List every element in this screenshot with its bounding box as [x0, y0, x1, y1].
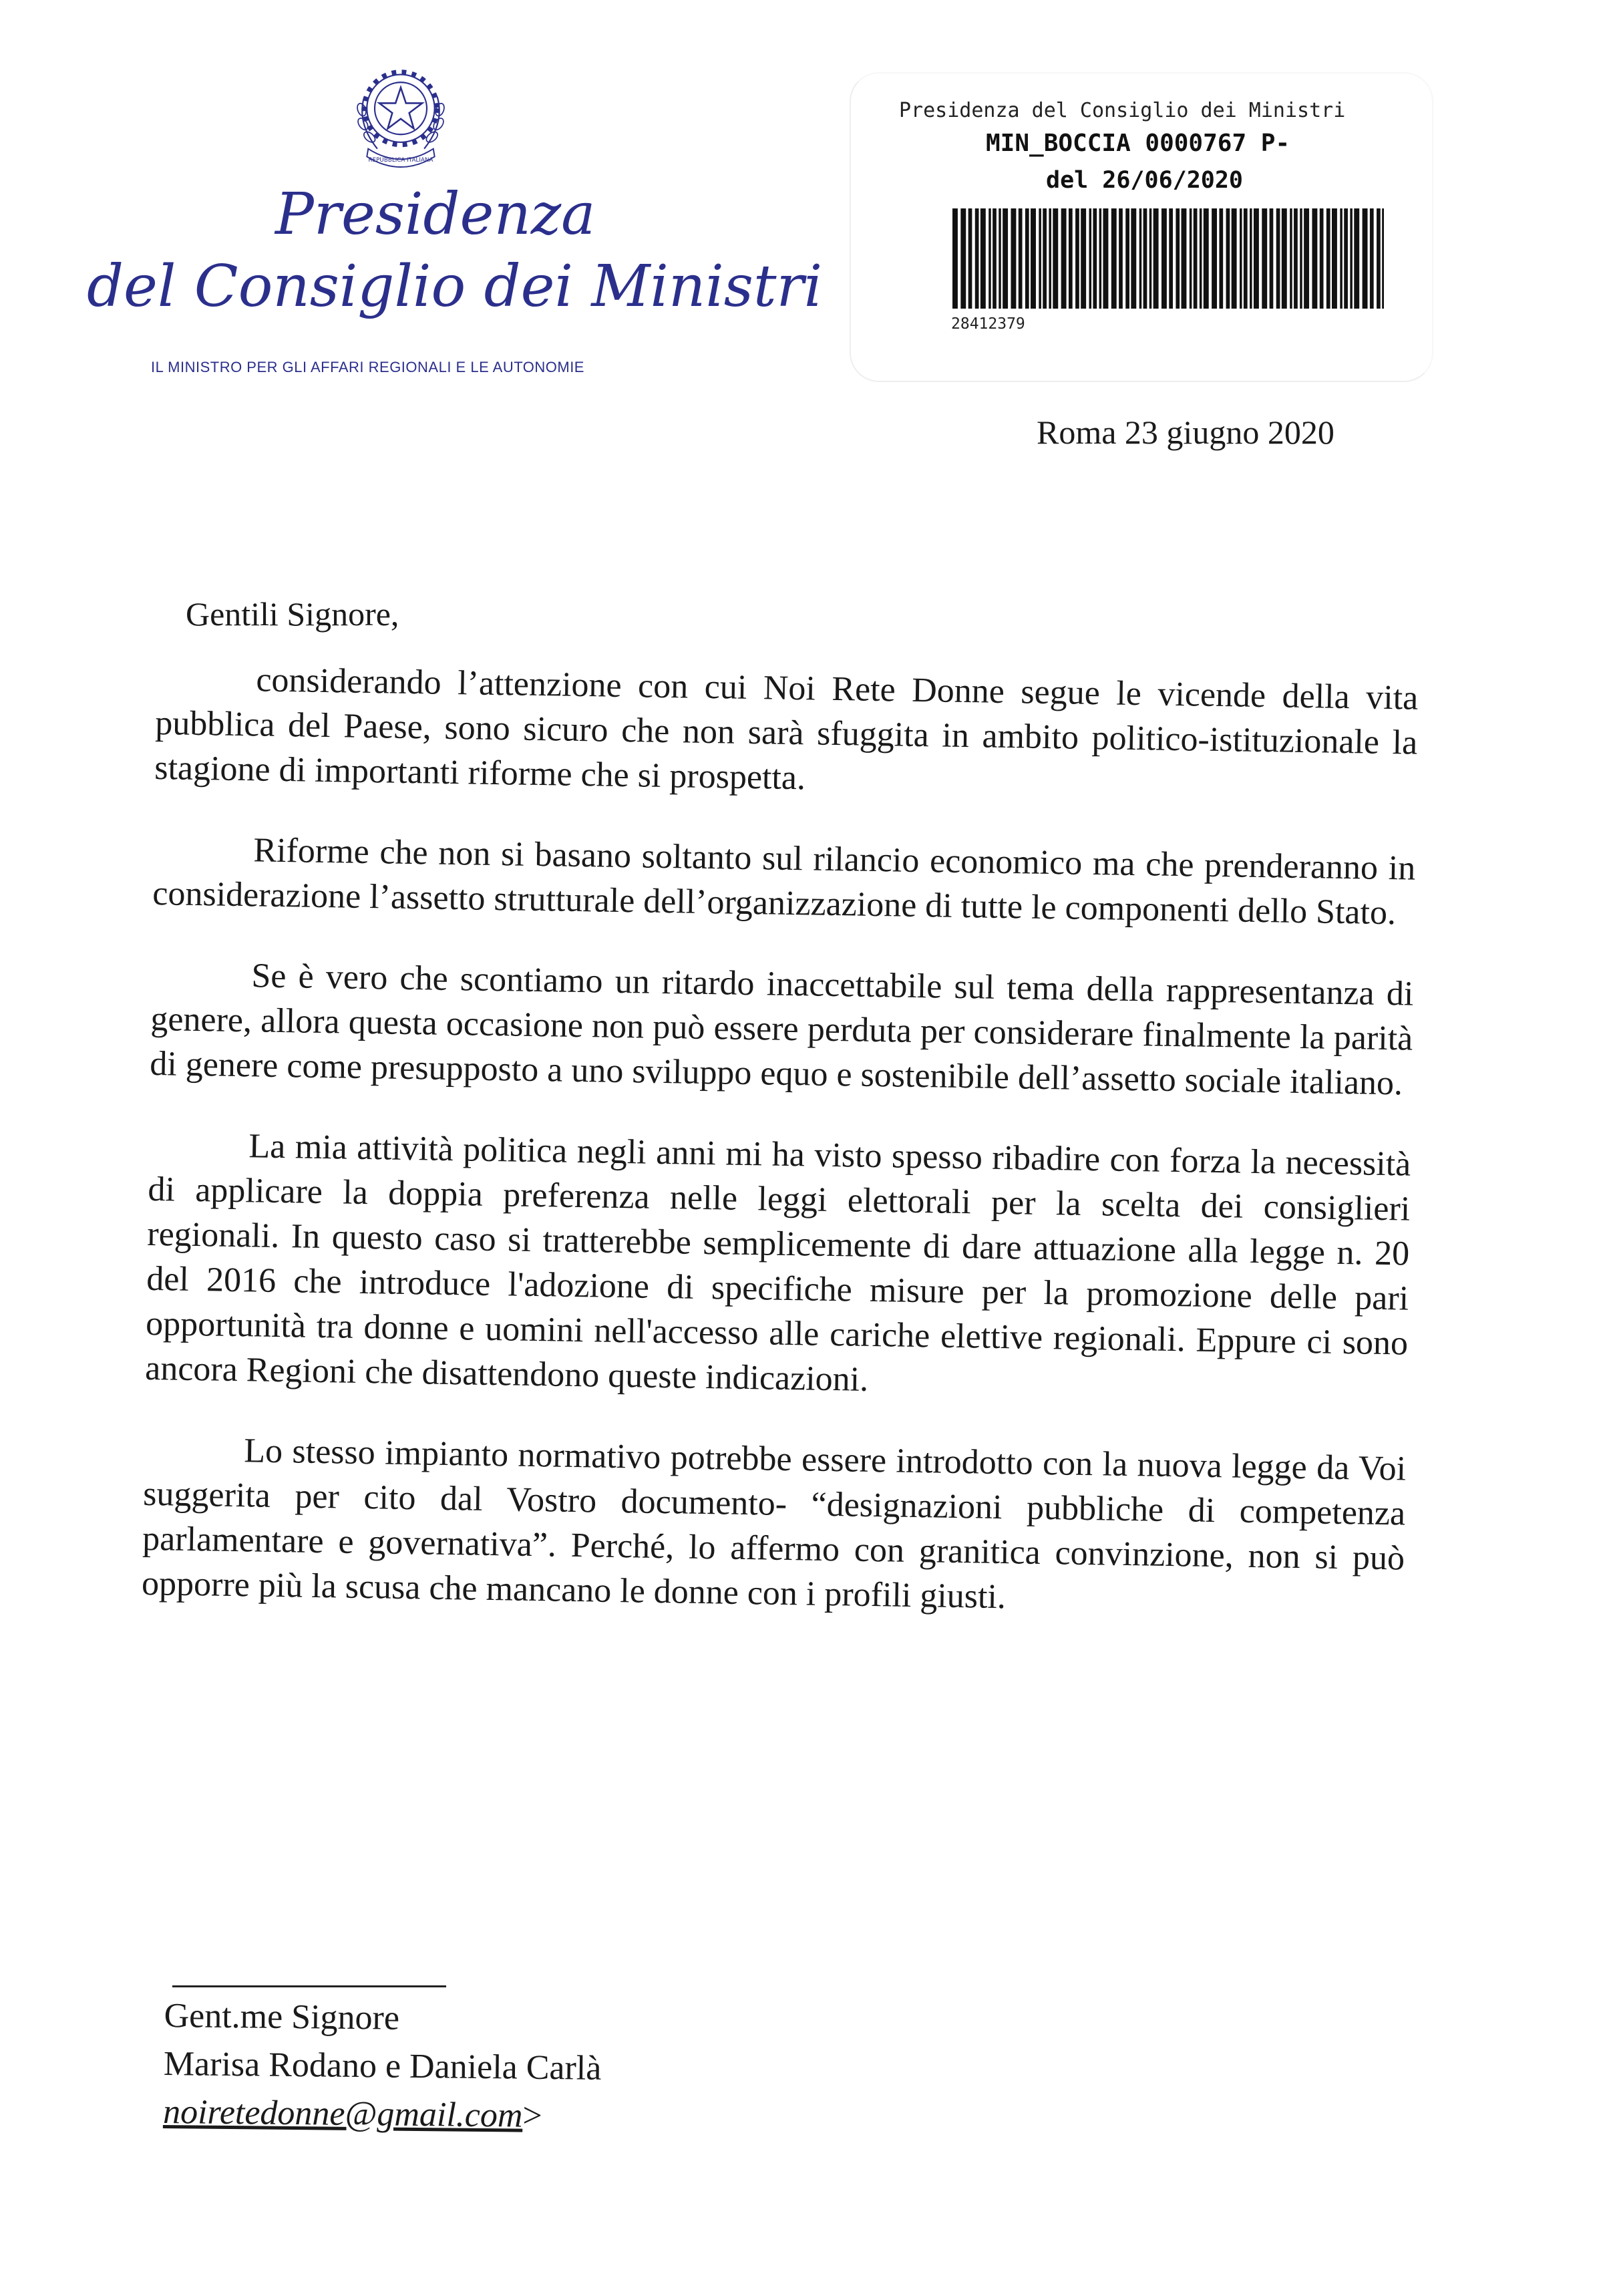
barcode-bar: [975, 208, 979, 309]
emblem-ribbon-text: REPUBBLICA ITALIANA: [368, 157, 433, 164]
letterhead-subtitle: IL MINISTRO PER GLI AFFARI REGIONALI E LE AUTONOMIE: [151, 359, 584, 375]
barcode-bar: [1344, 208, 1348, 309]
barcode-bar: [1053, 208, 1058, 309]
barcode-bar: [1326, 208, 1330, 309]
barcode-bar: [999, 208, 1001, 309]
barcode-bar: [1119, 208, 1123, 309]
barcode-bar: [1312, 208, 1317, 309]
barcode-bar: [1290, 208, 1292, 309]
barcode-number: 28412379: [951, 315, 1025, 333]
italian-republic-emblem-icon: [349, 57, 453, 172]
barcode: [951, 208, 1384, 309]
barcode-bar: [1011, 208, 1016, 309]
barcode-bar: [952, 208, 958, 309]
addressee-line1: Gent.me Signore: [164, 1996, 400, 2037]
barcode-bar: [1019, 208, 1023, 309]
barcode-bar: [1254, 208, 1259, 309]
barcode-bar: [1039, 208, 1041, 309]
barcode-bar: [1270, 208, 1274, 309]
barcode-bar: [1204, 208, 1209, 309]
addressee-email-line: [163, 2088, 765, 2142]
barcode-bar: [1025, 208, 1029, 309]
barcode-bar: [1169, 208, 1173, 309]
barcode-bar: [980, 208, 986, 309]
letterhead-title-line1: Presidenza: [275, 181, 596, 248]
barcode-bar: [1350, 208, 1353, 309]
body-paragraph-2: Riforme che non si basano soltanto sul rilancio economico ma che prenderanno in considerazione l’assetto strutturale dell’organizzazione di tutte le componenti dello Stato.: [152, 831, 1416, 933]
barcode-bar: [1149, 208, 1152, 309]
barcode-bar: [1089, 208, 1092, 309]
barcode-bar: [1003, 208, 1008, 309]
place-and-date: Roma 23 giugno 2020: [1037, 414, 1334, 451]
barcode-bar: [1244, 208, 1248, 309]
body-paragraph-3: Se è vero che scontiamo un ritardo inaccettabile sul tema della rappresentanza di genere, allora questa occasione non può essere perduta per considerare finalmente la parità di genere come presupposto a uno sviluppo equo e sostenibile dell’assetto sociale italiano.: [149, 957, 1414, 1103]
barcode-bar: [1294, 208, 1298, 309]
stamp-date: del 26/06/2020: [1046, 167, 1244, 194]
barcode-bar: [1190, 208, 1192, 309]
barcode-bar: [1370, 208, 1374, 309]
barcode-bar: [1377, 208, 1381, 309]
barcode-bar: [1103, 208, 1108, 309]
barcode-bar: [1212, 208, 1217, 309]
barcode-bar: [993, 208, 997, 309]
barcode-bar: [1354, 208, 1359, 309]
barcode-bar: [1320, 208, 1324, 309]
barcode-bar: [1143, 208, 1147, 309]
barcode-bar: [1131, 208, 1136, 309]
letterhead-title-line2: del Consiglio dei Ministri: [87, 253, 823, 320]
addressee-block: [163, 1992, 765, 2142]
barcode-bar: [1139, 208, 1142, 309]
body-paragraph-4: La mia attività politica negli anni mi ha visto spesso ribadire con forza la necessità di applicare la doppia preferenza nelle leggi elettorali per la scelta dei consiglieri regionali. In questo caso si tratterebbe semplicemente di dare attuazione alla legge n. 20 del 2016 che introduce l'adozione di specifiche misure per la promozione delle pari opportunità tra donne e uomini nell'accesso alle cariche elettive regionali. Eppure ci sono ancora Regioni che disattendono queste indicazioni.: [144, 1127, 1411, 1399]
letter-body: [141, 656, 1419, 1662]
barcode-bar: [1099, 208, 1102, 309]
barcode-bar: [1200, 208, 1202, 309]
barcode-bar: [1219, 208, 1223, 309]
barcode-bar: [1153, 208, 1159, 309]
barcode-bar: [989, 208, 991, 309]
barcode-bar: [1340, 208, 1343, 309]
barcode-bar: [1300, 208, 1302, 309]
greeting: Gentili Signore,: [186, 595, 399, 633]
addressee-names: Marisa Rodano e Daniela Carlà: [163, 2044, 602, 2088]
barcode-bar: [1282, 208, 1287, 309]
barcode-bar: [1232, 208, 1237, 309]
barcode-bar: [1093, 208, 1097, 309]
barcode-bar: [1125, 208, 1129, 309]
barcode-bar: [1069, 208, 1073, 309]
protocol-stamp: [850, 72, 1433, 382]
barcode-bar: [1304, 208, 1309, 309]
barcode-bar: [1075, 208, 1079, 309]
barcode-bar: [1262, 208, 1267, 309]
separator-rule: [172, 1985, 446, 1987]
addressee-email[interactable]: noiretedonne@gmail.com: [162, 2092, 523, 2135]
barcode-bar: [968, 208, 972, 309]
barcode-bar: [1382, 208, 1384, 309]
barcode-bar: [1043, 208, 1047, 309]
barcode-bar: [1226, 208, 1230, 309]
barcode-bar: [1363, 208, 1368, 309]
barcode-bar: [1176, 208, 1180, 309]
body-paragraph-5: Lo stesso impianto normativo potrebbe essere introdotto con la nuova legge da Voi suggerita per cito dal Vostro documento- “designazioni pubbliche di competenza parlamentare e governativa”. Perché, lo affermo con granitica convinzione, non si può opporre più la scusa che mancano le donne con i profili giusti.: [141, 1432, 1407, 1617]
barcode-bar: [1194, 208, 1198, 309]
barcode-bar: [1276, 208, 1280, 309]
barcode-bar: [1081, 208, 1086, 309]
body-paragraph-1: considerando l’attenzione con cui Noi Rete Donne segue le vicende della vita pubblica del Paese, sono sicuro che non sarà sfuggita in ambito politico-istituzionale la stagione di importanti riforme che si prospetta.: [154, 661, 1419, 798]
barcode-bar: [1332, 208, 1337, 309]
barcode-bar: [960, 208, 966, 309]
stamp-organization: Presidenza del Consiglio dei Ministri: [899, 99, 1346, 122]
barcode-bar: [1240, 208, 1242, 309]
stamp-protocol-number: MIN_BOCCIA 0000767 P-: [986, 130, 1290, 157]
barcode-bar: [1250, 208, 1252, 309]
barcode-bar: [1061, 208, 1067, 309]
barcode-bar: [1182, 208, 1187, 309]
email-suffix: >: [522, 2096, 543, 2135]
barcode-bar: [1161, 208, 1167, 309]
barcode-bar: [1031, 208, 1036, 309]
barcode-bar: [1049, 208, 1051, 309]
barcode-bar: [1111, 208, 1117, 309]
